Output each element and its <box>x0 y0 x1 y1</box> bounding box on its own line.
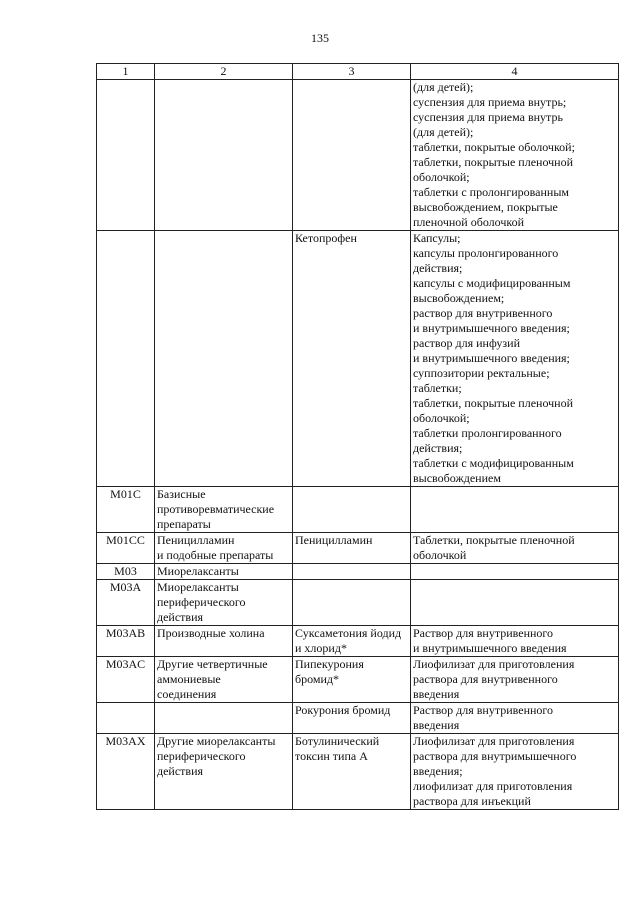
table-row <box>97 231 619 487</box>
dosage-forms-cell: Раствор для внутривенного и внутримышечного введения <box>411 626 619 657</box>
dosage-forms-cell: Лиофилизат для приготовления раствора для внутримышечного введения; лиофилизат для приготовления раствора для инъекций <box>411 734 619 810</box>
group-name-cell <box>155 80 293 231</box>
atc-code-cell: M03 <box>97 564 155 580</box>
column-header: 1 <box>97 64 155 80</box>
column-header: 4 <box>411 64 619 80</box>
table-row <box>97 734 619 810</box>
table-row <box>97 564 619 580</box>
dosage-forms-cell: Лиофилизат для приготовления раствора для внутривенного введения <box>411 657 619 703</box>
group-name-cell <box>155 231 293 487</box>
drug-name-cell: Ботулинический токсин типа А <box>293 734 411 810</box>
drug-name-cell <box>293 487 411 533</box>
table-row <box>97 80 619 231</box>
atc-code-cell: M03AX <box>97 734 155 810</box>
atc-code-cell: M03AC <box>97 657 155 703</box>
atc-code-cell: M03A <box>97 580 155 626</box>
dosage-forms-cell: Таблетки, покрытые пленочной оболочкой <box>411 533 619 564</box>
atc-code-cell <box>97 703 155 734</box>
atc-code-cell <box>97 80 155 231</box>
page-number: 135 <box>311 31 329 45</box>
drug-name-cell: Пипекурония бромид* <box>293 657 411 703</box>
drug-name-cell <box>293 80 411 231</box>
table-row <box>97 533 619 564</box>
column-header: 2 <box>155 64 293 80</box>
group-name-cell <box>155 703 293 734</box>
dosage-forms-cell <box>411 580 619 626</box>
group-name-cell: Миорелаксанты <box>155 564 293 580</box>
drug-name-cell: Кетопрофен <box>293 231 411 487</box>
atc-code-cell: M01CC <box>97 533 155 564</box>
table-row <box>97 580 619 626</box>
table-row <box>97 657 619 703</box>
dosage-forms-cell: Капсулы; капсулы пролонгированного действия; капсулы с модифицированным высвобождением; раствор для внутривенного и внутримышечного введения; раствор для инфузий и внутримышечного введения; суппозитории ректальные; таблетки; таблетки, покрытые пленочной оболочкой; таблетки пролонгированного действия; таблетки с модифицированным высвобождением <box>411 231 619 487</box>
drug-name-cell: Пеницилламин <box>293 533 411 564</box>
column-header: 3 <box>293 64 411 80</box>
dosage-forms-cell: (для детей); суспензия для приема внутрь; суспензия для приема внутрь (для детей); таблетки, покрытые оболочкой; таблетки, покрытые пленочной оболочкой; таблетки с пролонгированным высвобождением, покрытые пленочной оболочкой <box>411 80 619 231</box>
drug-name-cell: Рокурония бромид <box>293 703 411 734</box>
drug-name-cell <box>293 564 411 580</box>
dosage-forms-cell <box>411 564 619 580</box>
table-row <box>97 487 619 533</box>
drug-name-cell: Суксаметония йодид и хлорид* <box>293 626 411 657</box>
table-row <box>97 626 619 657</box>
atc-code-cell: M01C <box>97 487 155 533</box>
table-row <box>97 703 619 734</box>
atc-code-cell <box>97 231 155 487</box>
group-name-cell: Пеницилламин и подобные препараты <box>155 533 293 564</box>
table-header-row <box>97 64 619 80</box>
drug-name-cell <box>293 580 411 626</box>
group-name-cell: Другие четвертичные аммониевые соединения <box>155 657 293 703</box>
group-name-cell: Базисные противоревматические препараты <box>155 487 293 533</box>
atc-code-cell: M03AB <box>97 626 155 657</box>
dosage-forms-cell: Раствор для внутривенного введения <box>411 703 619 734</box>
group-name-cell: Производные холина <box>155 626 293 657</box>
group-name-cell: Миорелаксанты периферического действия <box>155 580 293 626</box>
drug-table <box>96 63 619 810</box>
dosage-forms-cell <box>411 487 619 533</box>
group-name-cell: Другие миорелаксанты периферического действия <box>155 734 293 810</box>
